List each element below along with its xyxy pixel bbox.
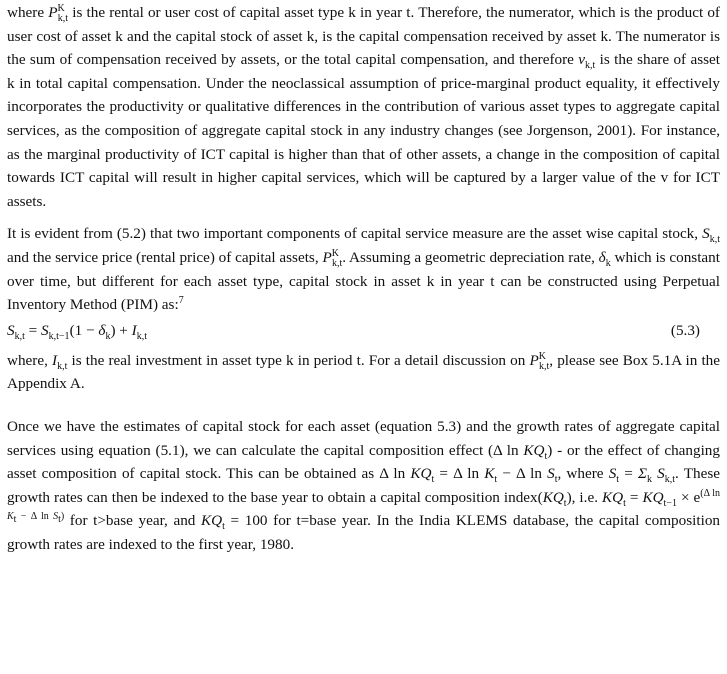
- equation-expression: $S_{k,t} = S_{k,t-1}(1 - \delta_k) + I_{k,t}$: [7, 321, 147, 342]
- paragraph-1: where $P^K_{k,t}$ is the rental or user cost of capital asset type k in year t. Therefore, the numerator, which is the product of user cost of asset k and the capital stock of asset k, is the capital compensation received by asset k. The numerator is the sum of compensation received by assets, or the total capital compensation, and therefore $v_{k,t}$ is the share of asset k in total capital compensation. Under the neoclassical assumption of price-marginal product equality, it effectively incorporates the productivity or qualitative differences in the contribution of various asset types to aggregate capital services, as the composition of aggregate capital stock in any industry changes (see Jorgenson, 2001). For instance, as the marginal productivity of ICT capital is higher than that of other assets, a change in the composition of capital towards ICT capital will result in higher capital services, which will be captured by a larger value of the v for ICT assets.: [7, 2, 720, 210]
- equation-5-3: [7, 317, 720, 349]
- paragraph-2: It is evident from (5.2) that two important components of capital service measure are the asset wise capital stock, $S_{k,t}$ and the service price (rental price) of capital assets, $P^K_{k,t}$. Assuming a geometric depreciation rate, $\delta_k$ which is constant over time, but different for each asset type, capital stock in asset k in year t can be constructed using Perpetual Inventory Method (PIM) as:$^7$: [7, 225, 720, 314]
- paragraph-4: Once we have the estimates of capital stock for each asset (equation 5.3) and the growth rates of aggregate capital services using equation (5.1), we can calculate the capital composition effect (Δ $\ln KQ_t$) - or the effect of changing asset composition of capital stock. This can be obtained as Δ $\ln KQ_t = \Delta$ $\ln K_t - \Delta$ $\ln S_t$, where $S_t = \Sigma_k$ $S_{k,t}$. These growth rates can then be indexed to the base year to obtain a capital composition $index(KQ_t)$, i.e. $KQ_t = KQ_{t-1} \times e^{(\Delta ln K_t - \Delta ln S_t)}$ for t>base year, and $KQ_t = 100$ for t=base year. In the India KLEMS database, the capital composition growth rates are indexed to the first year, 1980.: [7, 417, 721, 553]
- paragraph-3: where, $I_{k,t}$ is the real investment in asset type k in period t. For a detail discussion on $P^K_{k,t}$, please see Box 5.1A in the Appendix A.: [7, 350, 720, 393]
- equation-number: (5.3): [670, 321, 700, 339]
